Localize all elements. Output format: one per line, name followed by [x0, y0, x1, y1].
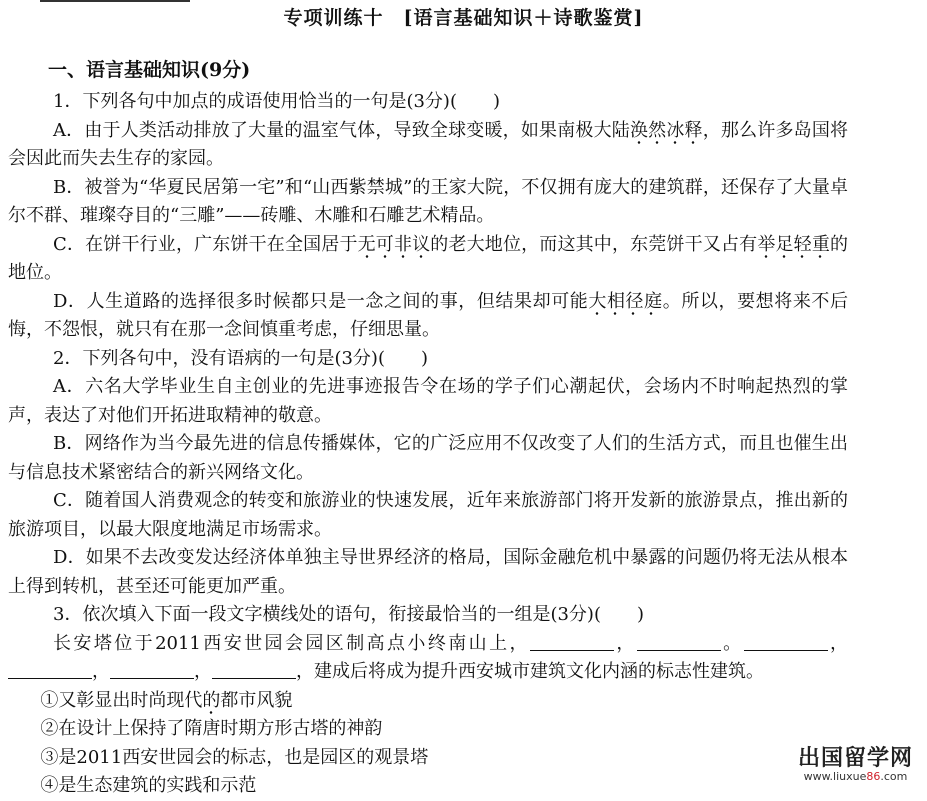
page-title: 专项训练十 [语言基础知识＋诗歌鉴赏]: [283, 7, 644, 29]
question-3-choice-3: ③是2011西安世园会的标志，也是园区的观景塔: [40, 746, 429, 768]
question-3-stem: 3．依次填入下面一段文字横线处的语句，衔接最恰当的一组是(3分)( ): [53, 604, 644, 625]
emphasized-idiom: 举足轻重: [757, 233, 830, 255]
fill-blank: [110, 660, 194, 679]
question-2-option-c: C．随着国人消费观念的转变和旅游业的快速发展，近年来旅游部门将开发新的旅游景点，推出新的旅游项目，以最大限度地满足市场需求。: [8, 490, 848, 540]
question-3-passage: 长安塔位于2011西安世园会园区制高点小终南山上， ， 。 ，， ， ，建成后将成为提升西安城市建筑文化内涵的标志性建筑。: [8, 630, 848, 687]
question-1-option-c: C．在饼干行业，广东饼干在全国居于无可非议的老大地位，而这其中，东莞饼干又占有举足轻重的地位。: [8, 233, 848, 283]
section-heading: 一、语言基础知识(9分): [48, 59, 251, 81]
fill-blank: [637, 632, 721, 651]
fill-blank: [8, 660, 92, 679]
fill-blank: [744, 632, 828, 651]
question-2-stem: 2．下列各句中，没有语病的一句是(3分)( ): [53, 347, 428, 369]
site-watermark: [798, 741, 913, 783]
emphasized-idiom: 无可非议: [357, 233, 431, 255]
question-1-option-b: B．被誉为“华夏民居第一宅”和“山西紫禁城”的王家大院，不仅拥有庞大的建筑群，还保存了大量卓尔不群、璀璨夺目的“三雕”——砖雕、木雕和石雕艺术精品。: [8, 176, 848, 226]
watermark-site-name: 出国留学网: [797, 746, 913, 771]
question-2-option-d: D．如果不去改变发达经济体单独主导世界经济的格局，国际金融危机中暴露的问题仍将无法从根本上得到转机，甚至还可能更加严重。: [8, 547, 848, 597]
emphasized-idiom: 涣然冰释: [629, 119, 703, 141]
emphasized-word: 的: [202, 689, 221, 711]
question-3-choice-2: ②在设计上保持了隋唐时期方形古塔的神韵: [40, 718, 383, 739]
emphasized-idiom: 大相径庭: [588, 290, 663, 312]
question-1-option-a: A．由于人类活动排放了大量的温室气体，导致全球变暖，如果南极大陆涣然冰释，那么许多岛国将会因此而失去生存的家园。: [8, 119, 849, 169]
question-3-choice-4: ④是生态建筑的实践和示范: [40, 775, 257, 796]
question-3-choice-1: ①又彰显出时尚现代的都市风貌: [40, 689, 293, 711]
fill-blank: [530, 632, 614, 651]
question-1-stem: 1．下列各句中加点的成语使用恰当的一句是(3分)( ): [53, 91, 500, 112]
emphasized-idiom: 卓尔不群: [8, 176, 848, 226]
question-1-option-d: D．人生道路的选择很多时候都只是一念之间的事，但结果却可能大相径庭。所以，要想将来不后悔，不怨恨，就只有在那一念间慎重考虑，仔细思量。: [8, 290, 848, 340]
fill-blank: [212, 660, 296, 679]
question-2-option-b: B．网络作为当今最先进的信息传播媒体，它的广泛应用不仅改变了人们的生活方式，而且也催生出与信息技术紧密结合的新兴网络文化。: [8, 433, 848, 483]
document-body: [8, 88, 848, 801]
watermark-url: www.liuxue86.com: [803, 770, 908, 783]
question-2-option-a: A．六名大学毕业生自主创业的先进事迹报告令在场的学子们心潮起伏，会场内不时响起热烈的掌声，表达了对他们开拓进取精神的敬意。: [8, 376, 848, 426]
